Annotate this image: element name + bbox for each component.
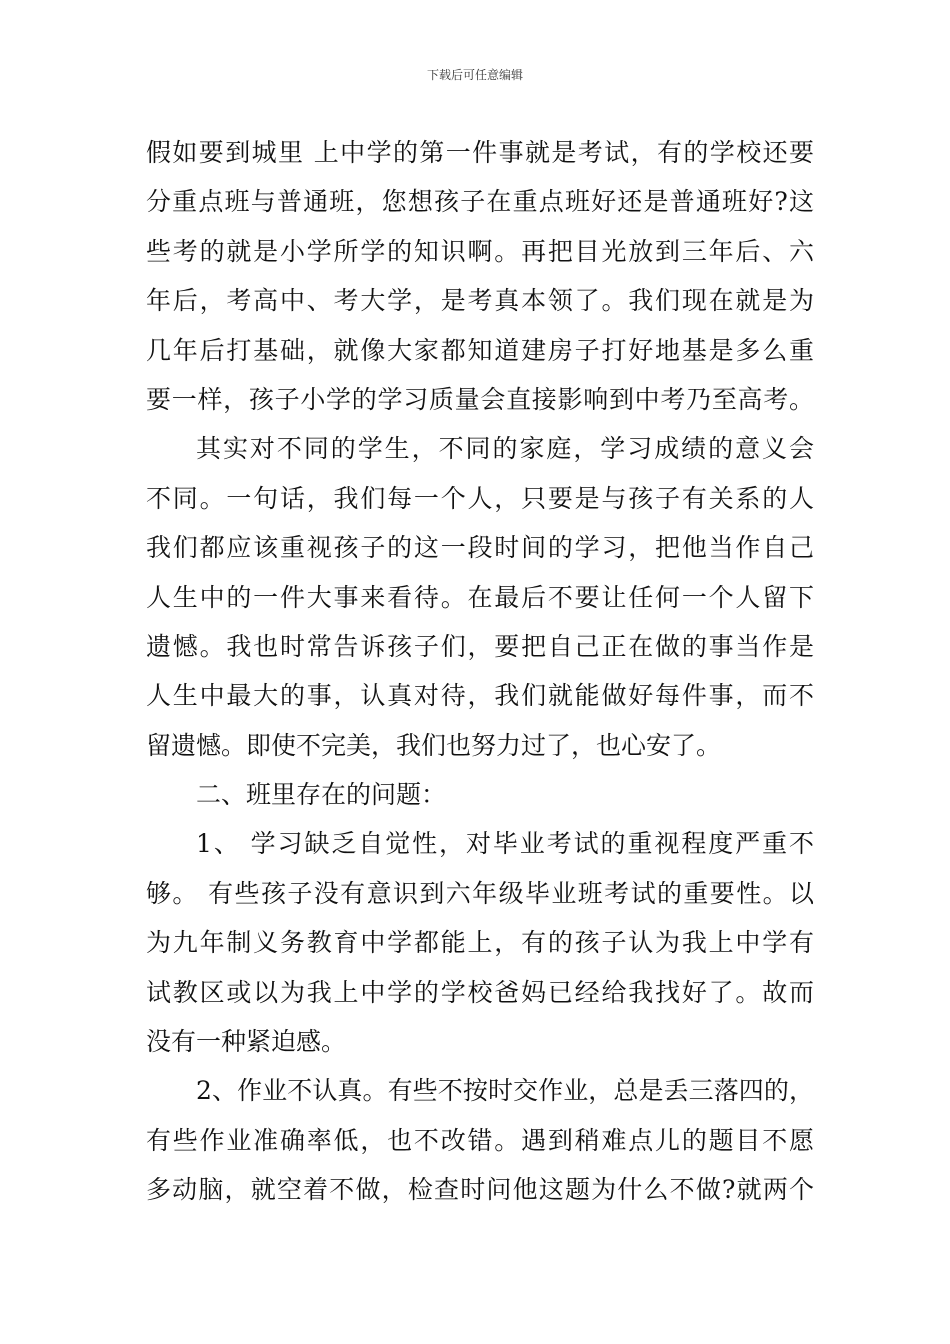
text-line: 为九年制义务教育中学都能上，有的孩子认为我上中学有 xyxy=(146,928,814,958)
text-line: 其实对不同的学生，不同的家庭，学习成绩的意义会 xyxy=(196,434,814,464)
section-heading: 二、班里存在的问题： xyxy=(196,780,447,810)
text-line: 假如要到城里 上中学的第一件事就是考试，有的学校还要 xyxy=(146,138,814,167)
text-line: 人生中的一件大事来看待。在最后不要让任何一个人留下 xyxy=(146,582,814,612)
text-line: 够。 有些孩子没有意识到六年级毕业班考试的重要性。以 xyxy=(146,878,814,908)
text-line: 没有一种紧迫感。 xyxy=(146,1027,347,1057)
page-header: 下载后可任意编辑 xyxy=(426,68,523,82)
text-line: 几年后打基础，就像大家都知道建房子打好地基是多么重 xyxy=(146,335,814,365)
text-line: 2、作业不认真。有些不按时交作业，总是丢三落四的， xyxy=(196,1076,814,1106)
text-line: 遗憾。我也时常告诉孩子们，要把自己正在做的事当作是 xyxy=(146,631,814,661)
text-line: 些考的就是小学所学的知识啊。再把目光放到三年后、六 xyxy=(146,236,814,266)
text-line: 我们都应该重视孩子的这一段时间的学习，把他当作自己 xyxy=(146,533,814,563)
text-line: 不同。一句话，我们每一个人，只要是与孩子有关系的人 xyxy=(146,483,814,513)
text-line: 年后，考高中、考大学，是考真本领了。我们现在就是为 xyxy=(146,286,814,316)
text-line: 留遗憾。即使不完美，我们也努力过了，也心安了。 xyxy=(146,730,722,760)
text-line: 要一样，孩子小学的学习质量会直接影响到中考乃至高考。 xyxy=(146,384,814,414)
text-line: 试教区或以为我上中学的学校爸妈已经给我找好了。故而 xyxy=(146,977,814,1007)
text-line: 分重点班与普通班，您想孩子在重点班好还是普通班好?这 xyxy=(146,187,814,217)
document-body xyxy=(146,128,814,1215)
text-line: 有些作业准确率低，也不改错。遇到稍难点儿的题目不愿 xyxy=(146,1125,814,1155)
text-line: 多动脑，就空着不做，检查时问他这题为什么不做?就两个 xyxy=(146,1175,814,1205)
text-line: 人生中最大的事，认真对待，我们就能做好每件事，而不 xyxy=(146,681,814,711)
text-line: 1、 学习缺乏自觉性，对毕业考试的重视程度严重不 xyxy=(196,829,814,859)
